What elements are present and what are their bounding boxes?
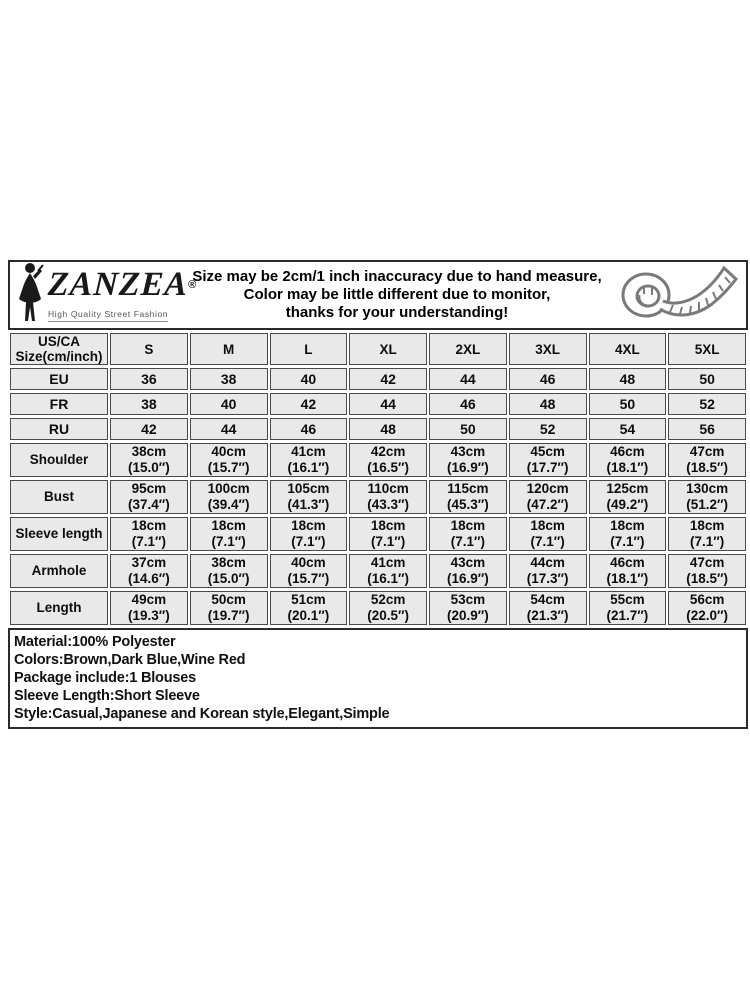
measurement-cell [668, 591, 746, 625]
size-column-header: 5XL [668, 333, 746, 365]
measurement-inch: (16.9″) [447, 460, 489, 475]
measurement-cell [429, 480, 507, 514]
measurement-cell [349, 591, 427, 625]
measurement-inch: (18.5″) [686, 571, 728, 586]
detail-style: Style:Casual,Japanese and Korean style,Elegant,Simple [14, 706, 390, 722]
measurement-cm: 41cm [370, 555, 406, 570]
region-size-cell: 50 [668, 368, 746, 390]
measurement-cm: 44cm [530, 555, 565, 570]
notice-line: thanks for your understanding! [285, 304, 509, 321]
measurement-cm: 51cm [291, 592, 326, 607]
measurement-cm: 120cm [526, 481, 569, 496]
measurement-inch: (51.2″) [686, 497, 728, 512]
measurement-cm: 18cm [291, 518, 326, 533]
measurement-cell [270, 517, 348, 551]
measurement-cm: 40cm [291, 555, 326, 570]
row-label: RU [10, 418, 108, 440]
measurement-inch: (7.1″) [450, 534, 485, 549]
measurement-inch: (19.3″) [128, 608, 170, 623]
measurement-inch: (21.3″) [526, 608, 569, 623]
measurement-inch: (7.1″) [530, 534, 565, 549]
measurement-cell [349, 443, 427, 477]
measurement-cell [509, 443, 587, 477]
size-chart-sheet [8, 260, 748, 729]
size-column-header: L [270, 333, 348, 365]
row-label: Length [10, 591, 108, 625]
measurement-cm: 95cm [131, 481, 167, 496]
measurement-cell [349, 554, 427, 588]
measurement-cell [190, 517, 268, 551]
detail-colors: Colors:Brown,Dark Blue,Wine Red [14, 652, 246, 668]
measurement-inch: (16.1″) [287, 460, 330, 475]
measurement-cm: 43cm [450, 555, 486, 570]
measurement-cm: 115cm [447, 481, 489, 496]
measurement-inch: (18.1″) [606, 460, 649, 475]
measurement-cm: 53cm [450, 592, 486, 607]
region-size-cell: 48 [589, 368, 667, 390]
row-label: Sleeve length [10, 517, 108, 551]
measurement-row [10, 591, 746, 625]
measurement-inch: (45.3″) [447, 497, 489, 512]
measurement-cell [509, 480, 587, 514]
measurement-cell [668, 554, 746, 588]
measurement-cm: 18cm [211, 518, 246, 533]
measurement-inch: (7.1″) [291, 534, 326, 549]
measurement-inch: (20.9″) [447, 608, 489, 623]
region-size-cell: 46 [429, 393, 507, 415]
measurement-cell [429, 554, 507, 588]
measurement-row [10, 517, 746, 551]
measurement-inch: (17.7″) [526, 460, 569, 475]
region-size-cell: 38 [190, 368, 268, 390]
measurement-cm: 47cm [689, 444, 725, 459]
measurement-cell [270, 554, 348, 588]
measurement-cm: 40cm [211, 444, 246, 459]
measurement-inch: (14.6″) [128, 571, 170, 586]
region-size-cell: 44 [349, 393, 427, 415]
measurement-inch: (43.3″) [367, 497, 409, 512]
measurement-cell [190, 554, 268, 588]
measurement-row [10, 443, 746, 477]
measurement-cell [668, 443, 746, 477]
region-size-row [10, 393, 746, 415]
product-details-box [8, 628, 748, 729]
size-column-header: 3XL [509, 333, 587, 365]
region-size-cell: 46 [270, 418, 348, 440]
size-table-header-row [10, 333, 746, 365]
measurement-cm: 130cm [686, 481, 729, 496]
measurement-cell [589, 591, 667, 625]
size-column-header: XL [349, 333, 427, 365]
row-label: FR [10, 393, 108, 415]
size-column-header: 2XL [429, 333, 507, 365]
measurement-row [10, 480, 746, 514]
measurement-cell [509, 517, 587, 551]
measuring-tape-icon [604, 264, 746, 326]
region-size-cell: 54 [589, 418, 667, 440]
row-label: Bust [10, 480, 108, 514]
measurement-inch: (20.5″) [367, 608, 409, 623]
measurement-cell [110, 591, 188, 625]
measurement-cm: 18cm [689, 518, 725, 533]
size-column-header: S [110, 333, 188, 365]
measurement-cell [589, 480, 667, 514]
measurement-inch: (47.2″) [526, 497, 569, 512]
region-size-cell: 50 [429, 418, 507, 440]
notice-line: Size may be 2cm/1 inch inaccuracy due to hand measure, [192, 268, 602, 285]
region-size-row [10, 368, 746, 390]
measurement-cell [110, 443, 188, 477]
row-label: Armhole [10, 554, 108, 588]
region-size-cell: 42 [110, 418, 188, 440]
registered-trademark-symbol: ® [188, 279, 197, 291]
measurement-cell [668, 480, 746, 514]
measurement-inch: (7.1″) [131, 534, 166, 549]
brand-wordmark: ZANZEA [47, 266, 190, 303]
detail-sleeve-length: Sleeve Length:Short Sleeve [14, 688, 200, 704]
measurement-cm: 105cm [287, 481, 330, 496]
brand-wordmark-line [48, 268, 196, 308]
measurement-cell [190, 443, 268, 477]
measurement-cm: 125cm [606, 481, 649, 496]
size-table [8, 330, 748, 628]
measurement-inch: (18.1″) [606, 571, 649, 586]
measurement-cm: 46cm [610, 555, 645, 570]
region-size-cell: 50 [589, 393, 667, 415]
detail-material: Material:100% Polyester [14, 634, 176, 650]
region-size-cell: 40 [270, 368, 348, 390]
measurement-inch: (16.9″) [447, 571, 489, 586]
measurement-cell [110, 554, 188, 588]
detail-package: Package include:1 Blouses [14, 670, 196, 686]
measurement-cm: 100cm [207, 481, 250, 496]
notice-line: Color may be little different due to monitor, [243, 286, 551, 303]
measurement-inch: (16.1″) [367, 571, 409, 586]
measurement-cm: 37cm [131, 555, 167, 570]
measurement-cm: 18cm [131, 518, 167, 533]
measurement-inch: (18.5″) [686, 460, 728, 475]
measurement-cell [190, 480, 268, 514]
measurement-inch: (17.3″) [526, 571, 569, 586]
measurement-row [10, 554, 746, 588]
measurement-inch: (41.3″) [287, 497, 330, 512]
region-size-cell: 48 [509, 393, 587, 415]
region-size-cell: 52 [509, 418, 587, 440]
measurement-cell [270, 443, 348, 477]
corner-header-line: US/CA [37, 334, 80, 349]
measurement-cell [110, 480, 188, 514]
measurement-inch: (15.0″) [207, 571, 250, 586]
measurement-cell [668, 517, 746, 551]
measurement-cell [349, 517, 427, 551]
measurement-cm: 45cm [530, 444, 565, 459]
measurement-cm: 55cm [610, 592, 645, 607]
brand-tagline: High Quality Street Fashion [48, 309, 168, 322]
measurement-cell [589, 554, 667, 588]
size-column-header: 4XL [589, 333, 667, 365]
region-size-cell: 46 [509, 368, 587, 390]
measurement-inch: (37.4″) [128, 497, 170, 512]
measurement-cell [509, 591, 587, 625]
region-size-cell: 56 [668, 418, 746, 440]
measurement-cm: 18cm [530, 518, 565, 533]
corner-header [10, 333, 108, 365]
measurement-cm: 52cm [370, 592, 406, 607]
measurement-inch: (20.1″) [287, 608, 330, 623]
measurement-inch: (19.7″) [207, 608, 250, 623]
size-column-header: M [190, 333, 268, 365]
woman-silhouette-icon [16, 262, 46, 329]
corner-header-line: Size(cm/inch) [15, 349, 103, 364]
measurement-cell [270, 591, 348, 625]
measurement-cell [429, 517, 507, 551]
measurement-cm: 46cm [610, 444, 645, 459]
region-size-cell: 44 [429, 368, 507, 390]
measurement-cm: 50cm [211, 592, 246, 607]
measurement-cm: 38cm [211, 555, 246, 570]
measurement-cm: 18cm [370, 518, 406, 533]
row-label: EU [10, 368, 108, 390]
measurement-cell [349, 480, 427, 514]
region-size-cell: 36 [110, 368, 188, 390]
region-size-cell: 42 [349, 368, 427, 390]
region-size-cell: 52 [668, 393, 746, 415]
header-box [8, 260, 748, 330]
measurement-cm: 49cm [131, 592, 167, 607]
measurement-cell [589, 443, 667, 477]
region-size-cell: 40 [190, 393, 268, 415]
measurement-cm: 43cm [450, 444, 486, 459]
measurement-inch: (15.7″) [287, 571, 330, 586]
measurement-inch: (7.1″) [371, 534, 406, 549]
measurement-notice [190, 268, 604, 322]
measurement-cm: 42cm [370, 444, 406, 459]
measurement-inch: (49.2″) [606, 497, 649, 512]
measurement-inch: (22.0″) [686, 608, 728, 623]
measurement-cm: 18cm [450, 518, 486, 533]
measurement-inch: (15.7″) [207, 460, 250, 475]
measurement-cm: 56cm [689, 592, 725, 607]
measurement-cell [509, 554, 587, 588]
region-size-cell: 38 [110, 393, 188, 415]
measurement-inch: (7.1″) [610, 534, 645, 549]
measurement-inch: (21.7″) [606, 608, 649, 623]
measurement-cell [429, 443, 507, 477]
measurement-cell [190, 591, 268, 625]
region-size-row [10, 418, 746, 440]
measurement-inch: (16.5″) [367, 460, 409, 475]
measurement-inch: (15.0″) [128, 460, 170, 475]
row-label: Shoulder [10, 443, 108, 477]
brand-logo [10, 262, 197, 329]
measurement-cm: 41cm [291, 444, 326, 459]
measurement-cell [270, 480, 348, 514]
region-size-cell: 44 [190, 418, 268, 440]
measurement-cell [429, 591, 507, 625]
measurement-cm: 47cm [689, 555, 725, 570]
measurement-cm: 38cm [131, 444, 167, 459]
measurement-inch: (39.4″) [207, 497, 250, 512]
region-size-cell: 42 [270, 393, 348, 415]
measurement-cm: 110cm [367, 481, 409, 496]
measurement-cell [589, 517, 667, 551]
brand-text-block [48, 268, 196, 322]
measurement-inch: (7.1″) [690, 534, 725, 549]
measurement-cm: 18cm [610, 518, 645, 533]
measurement-inch: (7.1″) [211, 534, 246, 549]
measurement-cell [110, 517, 188, 551]
region-size-cell: 48 [349, 418, 427, 440]
measurement-cm: 54cm [530, 592, 565, 607]
